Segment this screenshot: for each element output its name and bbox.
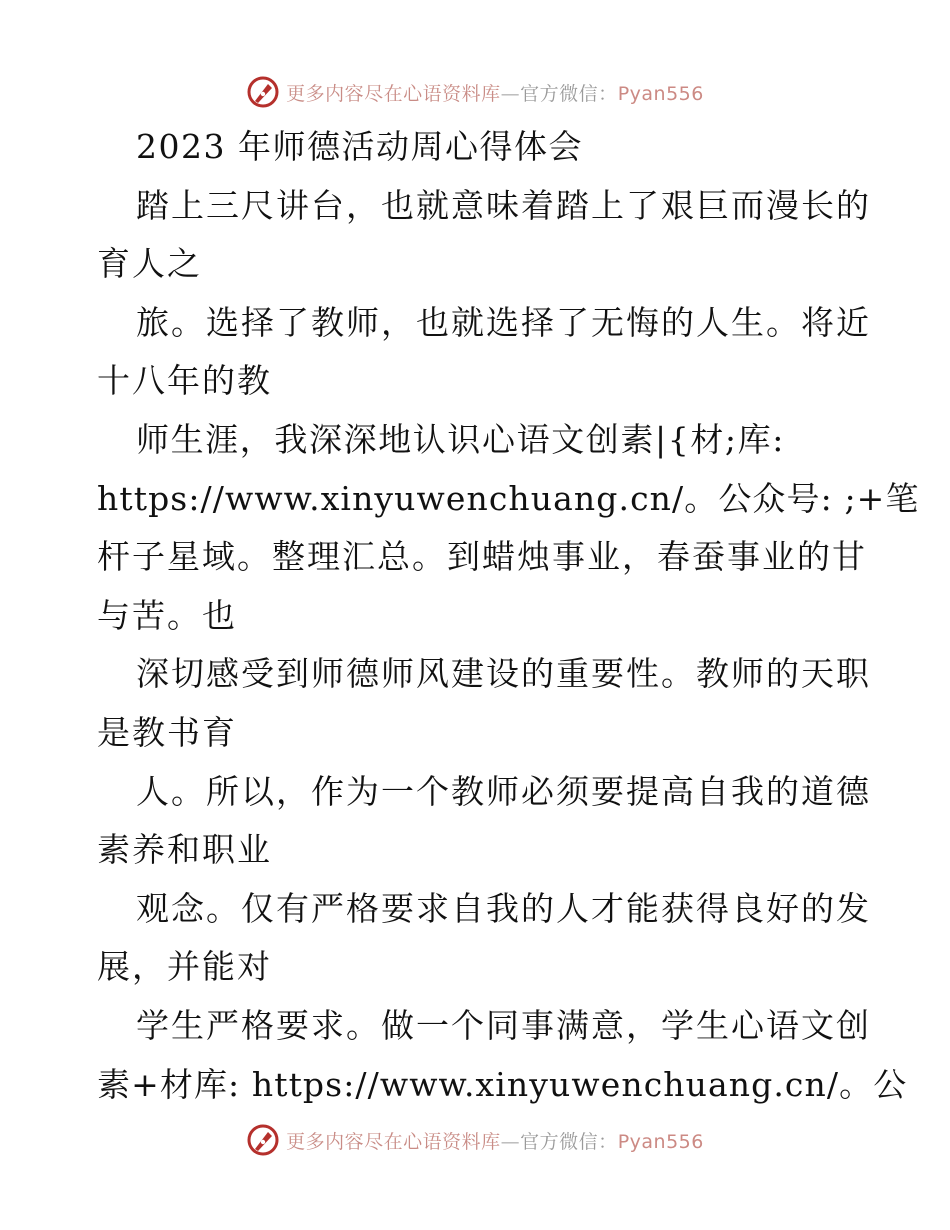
header-watermark bbox=[0, 72, 950, 112]
watermark-text: 更多内容尽在心语资料库—官方微信：Pyan556 bbox=[286, 82, 704, 105]
text-line: 人。所以，作为一个教师必须要提高自我的道德 bbox=[136, 771, 871, 811]
text-line: 素养和职业 bbox=[97, 830, 272, 870]
watermark-text: 更多内容尽在心语资料库—官方微信：Pyan556 bbox=[286, 1130, 704, 1153]
text-line: 育人之 bbox=[97, 244, 202, 284]
footer-watermark bbox=[0, 1120, 950, 1160]
text-line: 展，并能对 bbox=[97, 947, 272, 987]
text-line: 是教书育 bbox=[97, 712, 237, 752]
text-line: 与苦。也 bbox=[97, 595, 237, 635]
text-line: 旅。选择了教师，也就选择了无悔的人生。将近 bbox=[136, 302, 871, 342]
text-line: 杆子星域。整理汇总。到蜡烛事业，春蚕事业的甘 bbox=[97, 537, 867, 577]
text-line: 踏上三尺讲台，也就意味着踏上了艰巨而漫长的 bbox=[136, 185, 871, 225]
text-line: 十八年的教 bbox=[97, 361, 272, 401]
pen-nib-logo-icon bbox=[246, 1123, 280, 1157]
text-line: 师生涯，我深深地认识心语文创素|{材;库: bbox=[136, 419, 785, 459]
text-line: https://www.xinyuwenchuang.cn/。公众号: ;+笔 bbox=[97, 478, 920, 518]
document-body bbox=[97, 118, 920, 1114]
text-line: 观念。仅有严格要求自我的人才能获得良好的发 bbox=[136, 888, 871, 928]
text-line: 学生严格要求。做一个同事满意，学生心语文创 bbox=[136, 1005, 871, 1045]
text-line: 深切感受到师德师风建设的重要性。教师的天职 bbox=[136, 654, 871, 694]
pen-nib-logo-icon bbox=[246, 75, 280, 109]
document-title: 2023 年师德活动周心得体会 bbox=[136, 127, 583, 166]
text-line: 素+材库: https://www.xinyuwenchuang.cn/。公 bbox=[97, 1064, 908, 1104]
